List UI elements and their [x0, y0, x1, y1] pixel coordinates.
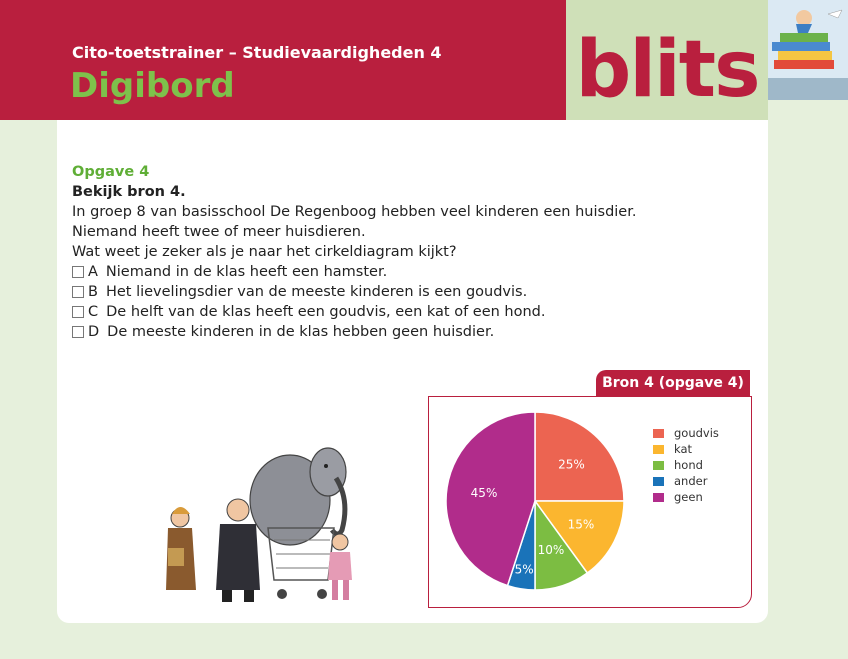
legend-swatch: [653, 477, 664, 486]
answer-text: De meeste kinderen in de klas hebben geen huisdier.: [107, 324, 495, 340]
pie-label-kat: 15%: [567, 517, 595, 532]
legend-label: geen: [674, 490, 703, 504]
answer-option-b[interactable]: [72, 282, 636, 302]
answer-option-a[interactable]: [72, 262, 636, 282]
answer-letter: C: [88, 304, 99, 320]
question-text-line: Niemand heeft twee of meer huisdieren.: [72, 224, 366, 240]
legend-swatch: [653, 445, 664, 454]
header-subtitle: Cito-toetstrainer – Studievaardigheden 4: [72, 43, 442, 62]
legend-item-goudvis: [653, 425, 719, 441]
legend-item-geen: [653, 489, 719, 505]
answer-option-c[interactable]: [72, 302, 636, 322]
pie-label-ander: 5%: [514, 562, 534, 577]
question-text-line: Wat weet je zeker als je naar het cirkeldiagram kijkt?: [72, 244, 457, 260]
chart-frame: [428, 396, 752, 608]
source-tab: Bron 4 (opgave 4): [596, 370, 750, 396]
legend-swatch: [653, 429, 664, 438]
legend-swatch: [653, 461, 664, 470]
legend-label: goudvis: [674, 426, 719, 440]
corner-illustration: [768, 0, 848, 100]
answer-letter: D: [88, 324, 100, 340]
answer-text: Niemand in de klas heeft een hamster.: [105, 264, 388, 280]
legend-label: kat: [674, 442, 693, 456]
answer-option-d[interactable]: [72, 322, 636, 342]
brand-logo: blits: [575, 25, 759, 115]
answer-checkbox-b[interactable]: [72, 286, 84, 298]
answer-checkbox-a[interactable]: [72, 266, 84, 278]
legend-swatch: [653, 493, 664, 502]
pie-chart: [429, 397, 629, 607]
legend-label: hond: [674, 458, 703, 472]
answer-letter: A: [88, 264, 98, 280]
pie-label-goudvis: 25%: [558, 457, 585, 472]
legend-item-kat: [653, 441, 719, 457]
question-instruction: Bekijk bron 4.: [72, 184, 186, 200]
answer-text: De helft van de klas heeft een goudvis, een kat of een hond.: [106, 304, 546, 320]
answer-checkbox-c[interactable]: [72, 306, 84, 318]
legend-item-ander: [653, 473, 719, 489]
question-label: Opgave 4: [72, 164, 150, 180]
elephant-cart-illustration: [150, 430, 370, 610]
legend-item-hond: [653, 457, 719, 473]
brand-tab: [566, 0, 768, 140]
chart-legend: [653, 425, 719, 505]
answer-letter: B: [88, 284, 98, 300]
answer-checkbox-d[interactable]: [72, 326, 84, 338]
answer-text: Het lievelingsdier van de meeste kinderen is een goudvis.: [105, 284, 528, 300]
pie-label-hond: 10%: [537, 543, 565, 558]
question-block: [72, 162, 636, 342]
question-text-line: In groep 8 van basisschool De Regenboog hebben veel kinderen een huisdier.: [72, 204, 637, 220]
legend-label: ander: [674, 474, 708, 488]
page-title: Digibord: [70, 66, 235, 106]
pie-label-geen: 45%: [470, 485, 498, 500]
